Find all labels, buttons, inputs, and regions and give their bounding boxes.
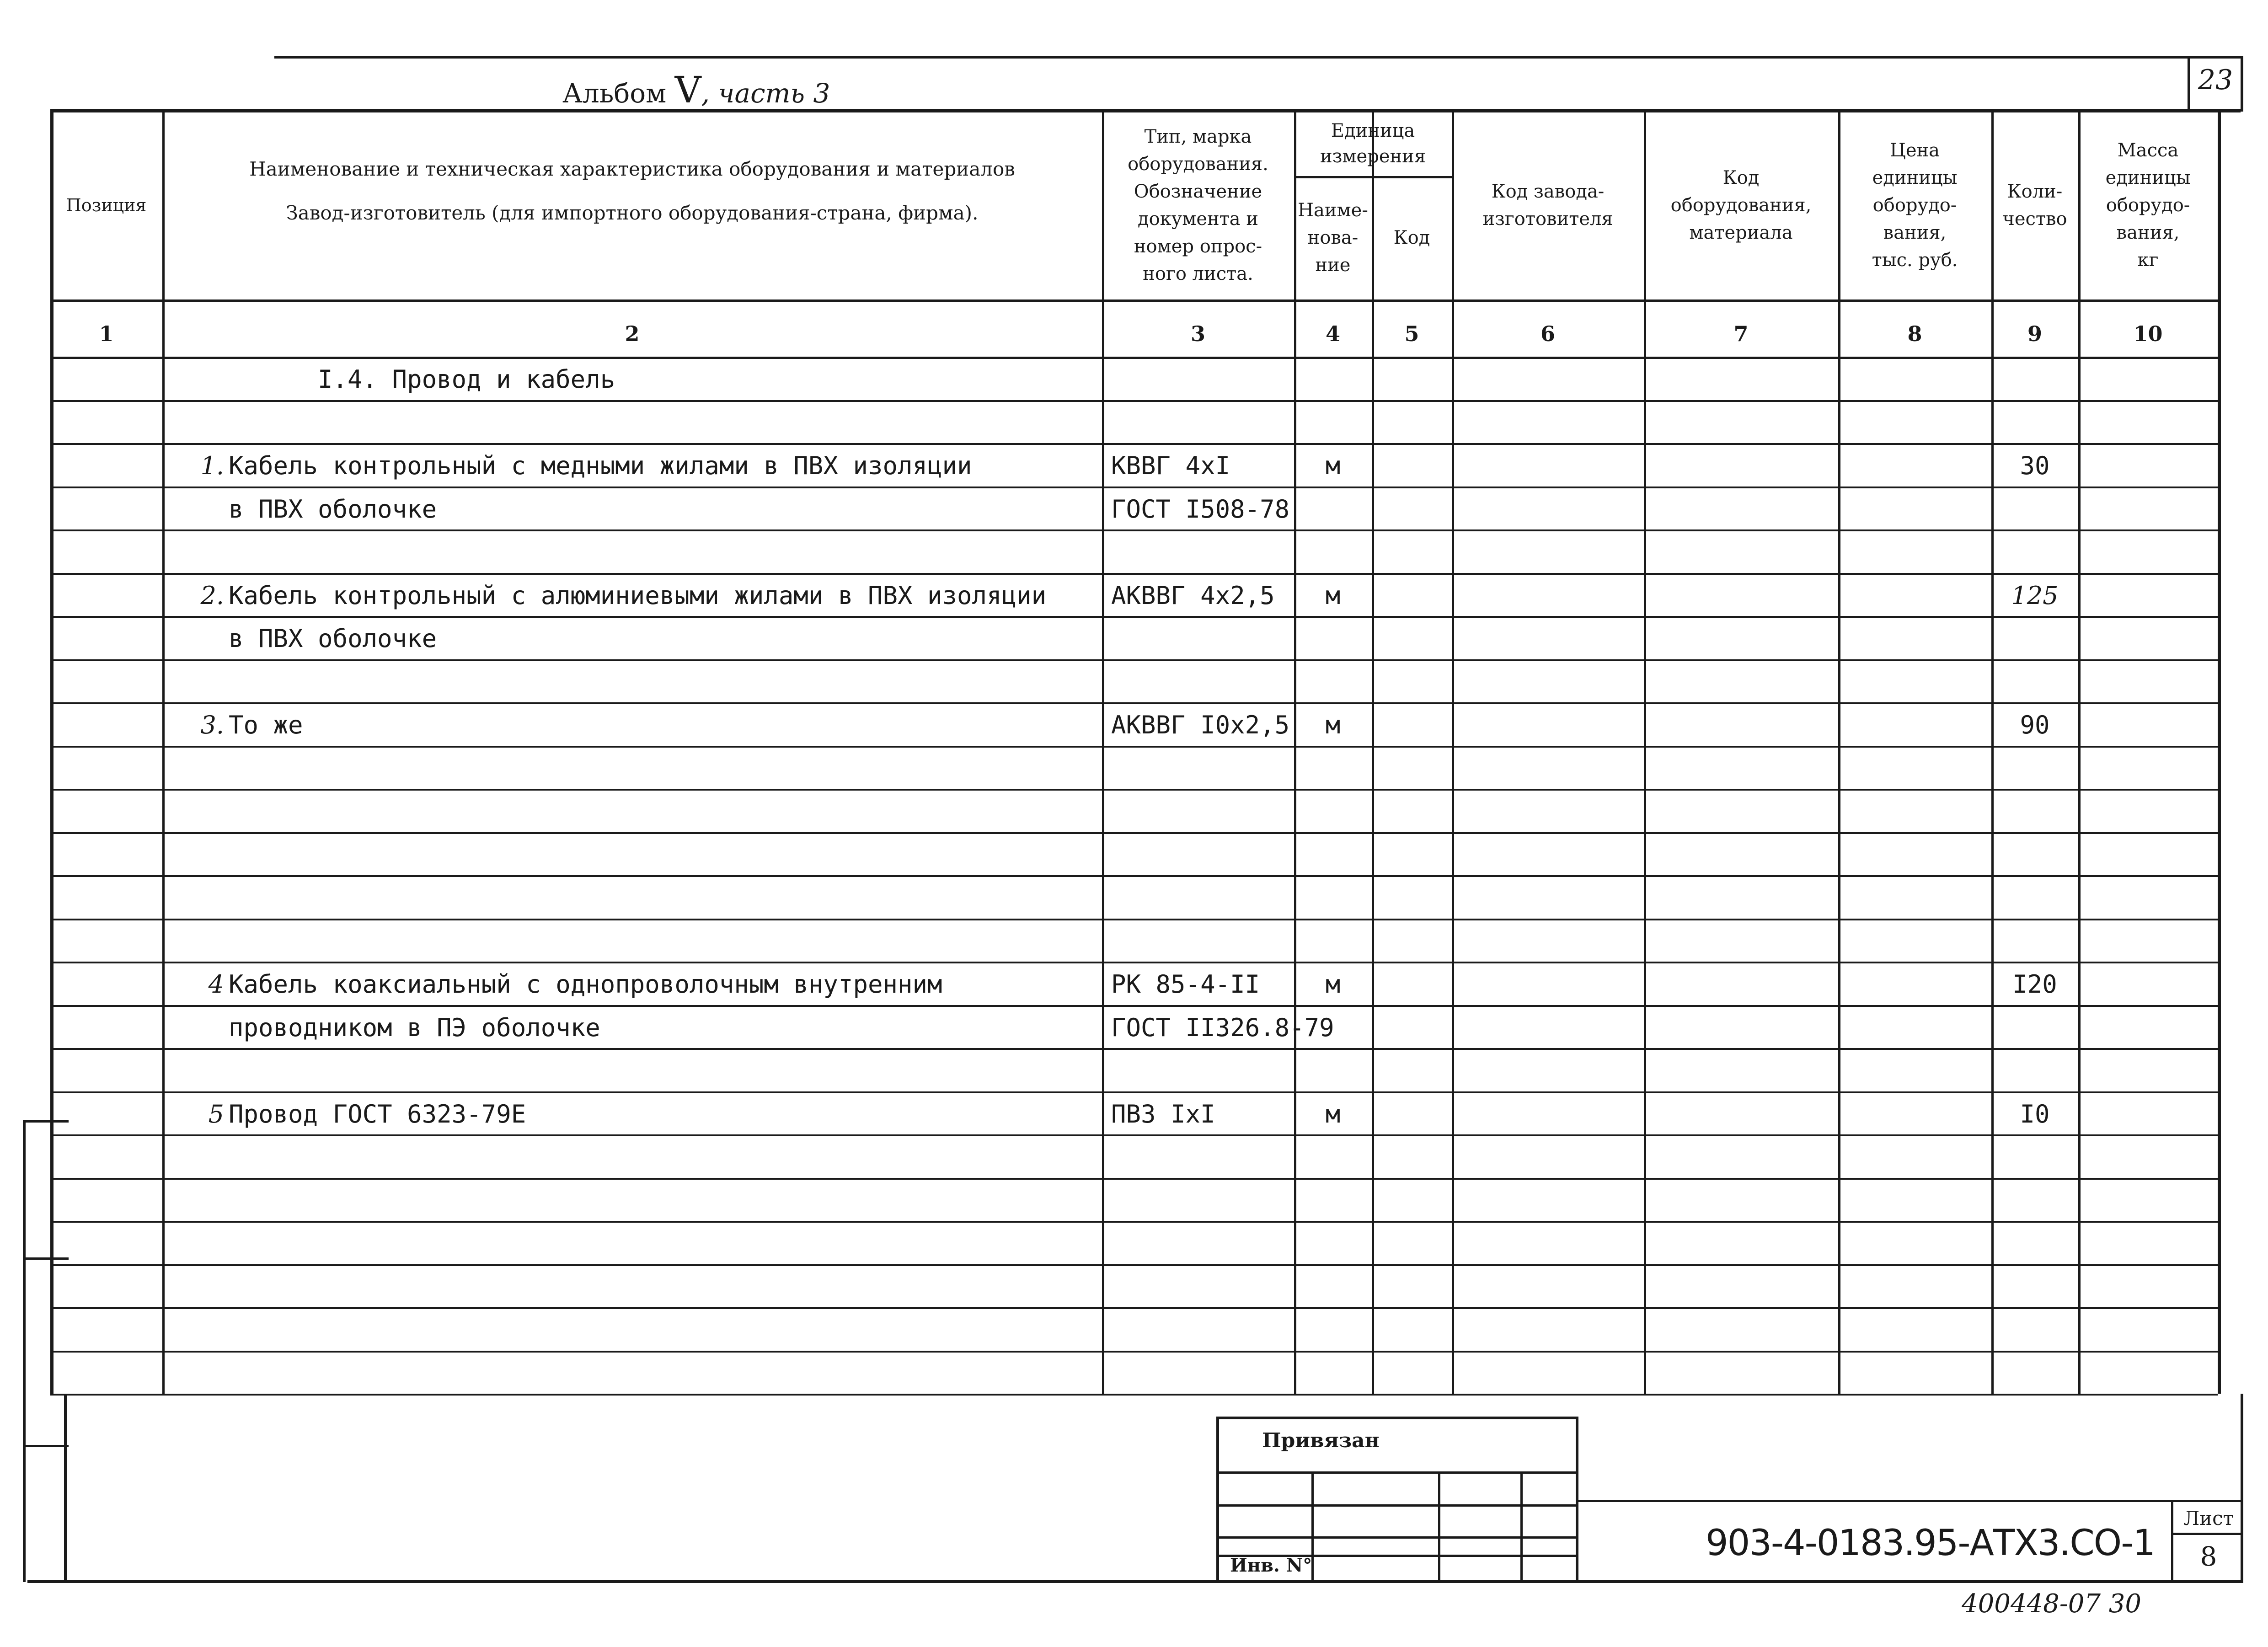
row-quantity: I0 xyxy=(2020,1099,2050,1128)
column-number-2: 2 xyxy=(625,321,640,346)
column-number-6: 6 xyxy=(1540,321,1555,346)
row-unit: м xyxy=(1325,711,1341,739)
column-header-6: Код завода- изготовителя xyxy=(1482,181,1613,230)
column-number-8: 8 xyxy=(1907,321,1922,346)
bottom-inventory-code: 400448-07 30 xyxy=(1962,1589,2142,1619)
album-title xyxy=(562,69,830,111)
row-name: Кабель коаксиальный с однопроволочным внутренним xyxy=(229,970,942,999)
row-name: в ПВХ оболочке xyxy=(229,494,437,524)
album-part: , часть 3 xyxy=(701,78,830,109)
column-header-10: Масса единицы оборудо- вания, кг xyxy=(2105,139,2191,271)
section-heading: I.4. Провод и кабель xyxy=(318,365,615,394)
column-header-3: Тип, марка оборудования. Обозначение документа и номер опрос- ного листа. xyxy=(1128,126,1268,284)
album-roman: V xyxy=(674,69,701,111)
row-type: АКВВГ 4х2,5 xyxy=(1111,581,1275,610)
stamp-privyazan: Привязан xyxy=(1262,1429,1380,1452)
column-number-5: 5 xyxy=(1404,321,1419,346)
row-type: ГОСТ II326.8-79 xyxy=(1111,1013,1334,1042)
row-quantity: 125 xyxy=(2011,581,2059,610)
row-name: проводником в ПЭ оболочке xyxy=(229,1013,600,1042)
sheet-label: Лист xyxy=(2183,1507,2234,1529)
row-position: 3. xyxy=(200,711,224,739)
column-header-2: Наименование и техническая характеристика оборудования и материалов Завод-изготовитель (для импортного оборудования-страна, фирма). xyxy=(249,158,1015,224)
page-number-top: 23 xyxy=(2198,64,2233,96)
row-name: То же xyxy=(229,711,303,739)
column-header-1: Позиция xyxy=(66,195,147,215)
row-unit: м xyxy=(1325,970,1341,999)
row-position: 1. xyxy=(200,451,224,480)
row-unit: м xyxy=(1325,581,1341,610)
sheet-number: 8 xyxy=(2200,1541,2217,1572)
column-number-1: 1 xyxy=(99,321,114,346)
row-position: 5 xyxy=(208,1099,224,1128)
column-header-5: Код xyxy=(1393,227,1430,248)
column-header-7: Код оборудования, материала xyxy=(1670,167,1812,243)
document-designation: 903-4-0183.95-АТХ3.СО-1 xyxy=(1706,1523,2155,1564)
row-name: в ПВХ оболочке xyxy=(229,624,437,653)
row-quantity: 30 xyxy=(2020,451,2050,480)
column-number-3: 3 xyxy=(1190,321,1205,346)
row-type: ГОСТ I508-78 xyxy=(1111,494,1290,524)
row-quantity: I20 xyxy=(2012,970,2057,999)
row-name: Провод ГОСТ 6323-79Е xyxy=(229,1099,526,1128)
column-number-9: 9 xyxy=(2027,321,2042,346)
album-label: Альбом xyxy=(562,78,667,109)
row-unit: м xyxy=(1325,451,1341,480)
column-header-8: Цена единицы оборудо- вания, тыс. руб. xyxy=(1872,139,1958,271)
stamp-inv-label: Инв. N° xyxy=(1230,1555,1312,1576)
row-unit: м xyxy=(1325,1099,1341,1128)
row-name: Кабель контрольный с медными жилами в ПВХ изоляции xyxy=(229,451,972,480)
column-number-10: 10 xyxy=(2133,321,2163,346)
column-number-7: 7 xyxy=(1733,321,1749,346)
row-position: 4 xyxy=(208,970,224,999)
row-type: АКВВГ I0х2,5 xyxy=(1111,711,1290,739)
row-type: КВВГ 4хI xyxy=(1111,451,1230,480)
row-type: ПВ3 IхI xyxy=(1111,1099,1215,1128)
row-name: Кабель контрольный с алюминиевыми жилами в ПВХ изоляции xyxy=(229,581,1047,610)
column-number-4: 4 xyxy=(1325,321,1340,346)
unit-group-header: Единица измерения xyxy=(1320,120,1426,167)
column-header-4: Наиме- нова- ние xyxy=(1298,200,1368,276)
column-header-9: Коли- чество xyxy=(2002,181,2067,230)
row-position: 2. xyxy=(200,581,224,610)
row-quantity: 90 xyxy=(2020,711,2050,739)
row-type: РК 85-4-II xyxy=(1111,970,1260,999)
